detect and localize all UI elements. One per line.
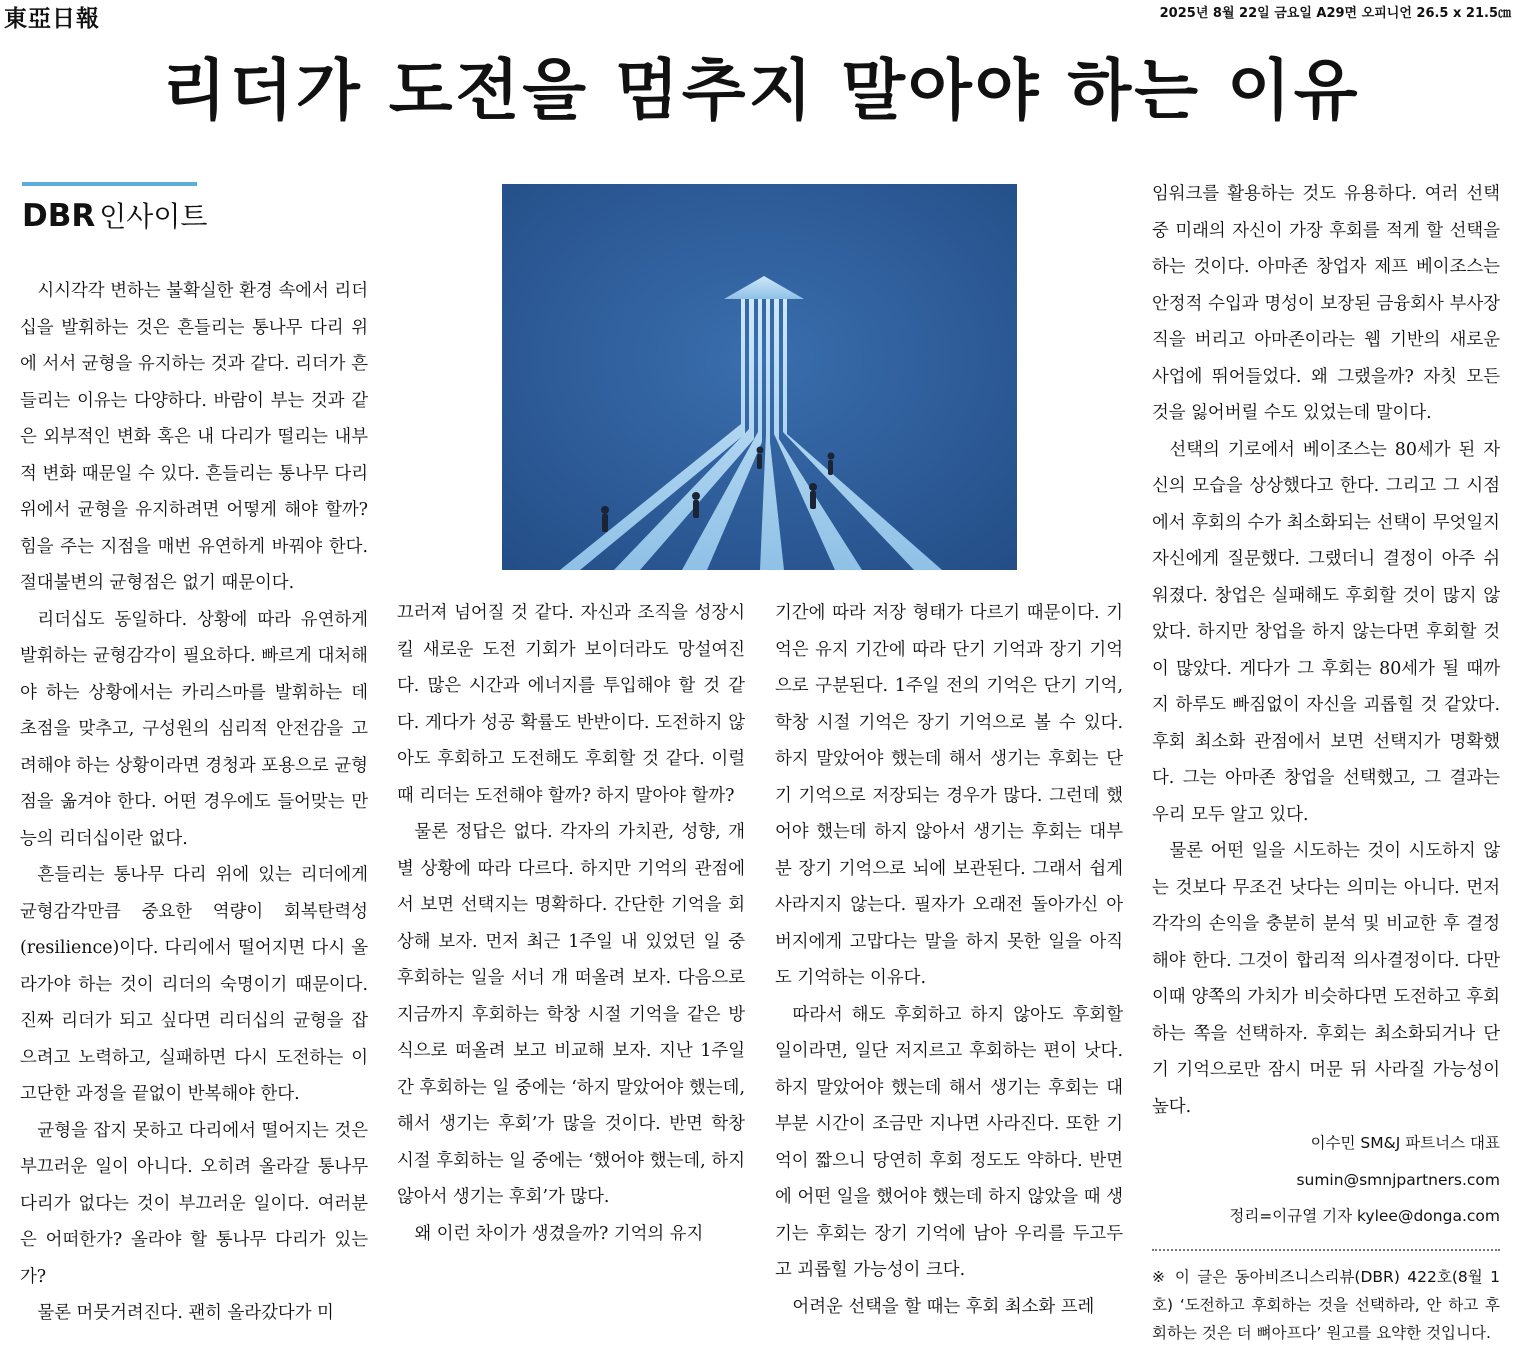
kicker-label: 인사이트 xyxy=(99,200,208,233)
paragraph: 선택의 기로에서 베이조스는 80세가 된 자신의 모습을 상상했다고 한다. 그리고 그 시점에서 후회의 수가 최소화되는 선택이 무엇일지 자신에게 질문했다. 그랬더니 결정이 아주 쉬워졌다. 창업은 실패해도 후회할 것이 많지 않았다. 하지만 창업을 하지 않는다면 후회할 것이 많았다. 게다가 그 후회는 80세가 될 때까지 하루도 빠짐없이 자신을 괴롭힐 것 같았다. 후회 최소화 관점에서 보면 선택지가 명확했다. 그는 아마존 창업을 선택했고, 그 결과는 우리 모두 알고 있다. xyxy=(1152,439,1500,825)
paragraph: 끄러져 넘어질 것 같다. 자신과 조직을 성장시킬 새로운 도전 기회가 보이더라도 망설여진다. 많은 시간과 에너지를 투입해야 할 것 같다. 게다가 성공 확률도 반반이다. 도전하지 않아도 후회하고 도전해도 후회할 것 같다. 이럴 때 리더는 도전해야 할까? 하지 말아야 할까? xyxy=(397,603,745,806)
paragraph: 기간에 따라 저장 형태가 다르기 때문이다. 기억은 유지 기간에 따라 단기 기억과 장기 기억으로 구분된다. 1주일 전의 기억은 단기 기억, 학창 시절 기억은 장기 기억으로 볼 수 있다. 하지 말았어야 했는데 해서 생기는 후회는 단기 기억으로 저장되는 경우가 많다. 그런데 했어야 했는데 하지 않아서 생기는 후회는 대부분 장기 기억으로 뇌에 보관된다. 그래서 쉽게 사라지지 않는다. 필자가 오래전 돌아가신 아버지에게 고맙다는 말을 하지 못한 일을 아직도 기억하는 이유다. xyxy=(775,603,1123,988)
person-icon xyxy=(601,506,609,532)
paragraph: 물론 어떤 일을 시도하는 것이 시도하지 않는 것보다 무조건 낫다는 의미는 아니다. 먼저 각각의 손익을 충분히 분석 및 비교한 후 결정해야 한다. 그것이 합리적 의사결정이다. 다만 이때 양쪽의 가치가 비슷하다면 도전하고 후회하는 쪽을 선택하자. 후회는 최소화되거나 단기 기억으로만 잠시 머문 뒤 사라질 가능성이 높다. xyxy=(1152,841,1500,1117)
paragraph: 리더십도 동일하다. 상황에 따라 유연하게 발휘하는 균형감각이 필요하다. 빠르게 대처해야 하는 상황에서는 카리스마를 발휘하는 데 초점을 맞추고, 구성원의 심리적 안전감을 고려해야 하는 상황이라면 경청과 포용으로 균형점을 옮겨야 한다. 어떤 경우에도 들어맞는 만능의 리더십이란 없다. xyxy=(20,609,368,849)
person-icon xyxy=(692,492,700,518)
article-column-3 xyxy=(775,595,1123,1325)
kicker xyxy=(22,196,207,237)
dateline: 2025년 8월 22일 금요일 A29면 오피니언 26.5 x 21.5㎝ xyxy=(1159,6,1511,21)
paragraph: 물론 머뭇거려진다. 괜히 올라갔다가 미 xyxy=(37,1303,334,1323)
person-icon xyxy=(809,483,817,509)
arrow-illustration xyxy=(502,184,1017,570)
paragraph: 물론 정답은 없다. 각자의 가치관, 성향, 개별 상황에 따라 다르다. 하지만 기억의 관점에서 보면 선택지는 명확하다. 간단한 기억을 회상해 보자. 먼저 최근 1주일 내 있었던 일 중 후회하는 일을 서너 개 떠올려 보자. 다음으로 지금까지 후회하는 학창 시절 기억을 같은 방식으로 떠올려 보고 비교해 보자. 지난 1주일간 후회하는 일 중에는 ‘하지 말았어야 했는데, 해서 생기는 후회’가 많을 것이다. 반면 학창 시절 후회하는 일 중에는 ‘했어야 했는데, 하지 않아서 생기는 후회’가 많다. xyxy=(397,822,745,1207)
editor-credit: 정리=이규열 기자 kylee@donga.com xyxy=(1229,1207,1500,1225)
paragraph: 시시각각 변하는 불확실한 환경 속에서 리더십을 발휘하는 것은 흔들리는 통나무 다리 위에 서서 균형을 유지하는 것과 같다. 리더가 흔들리는 이유는 다양하다. 바람이 부는 것과 같은 외부적인 변화 혹은 내 다리가 떨리는 내부적 변화 때문일 수 있다. 흔들리는 통나무 다리 위에서 균형을 유지하려면 어떻게 해야 할까? 힘을 주는 지점을 매번 유연하게 바꿔야 한다. 절대불변의 균형점은 없기 때문이다. xyxy=(20,281,368,593)
dotted-divider xyxy=(1152,1249,1500,1251)
author-email: sumin@smnjpartners.com xyxy=(1296,1170,1500,1189)
paragraph: 균형을 잡지 못하고 다리에서 떨어지는 것은 부끄러운 일이 아니다. 오히려 올라갈 통나무 다리가 없다는 것이 부끄러운 일이다. 여러분은 어떠한가? 올라야 할 통나무 다리가 있는가? xyxy=(20,1120,368,1287)
author-byline: 이수민 SM&J 파트너스 대표 xyxy=(1310,1134,1500,1152)
source-footnote: ※ 이 글은 동아비즈니스리뷰(DBR) 422호(8월 1호) ‘도전하고 후회하는 것을 선택하라, 안 하고 후회하는 것은 더 뼈아프다’ 원고를 요약한 것입니다. xyxy=(1152,1267,1500,1342)
kicker-bar xyxy=(22,182,197,186)
paragraph: 따라서 해도 후회하고 하지 않아도 후회할 일이라면, 일단 저지르고 후회하는 편이 낫다. 하지 말았어야 했는데 해서 생기는 후회는 대부분 시간이 조금만 지나면 사라진다. 또한 기억이 짧으니 당연히 후회 정도도 약하다. 반면에 어떤 일을 했어야 했는데 하지 않았을 때 생기는 후회는 장기 기억에 남아 우리를 두고두고 괴롭힐 가능성이 크다. xyxy=(775,1004,1123,1280)
article-photo xyxy=(502,184,1017,570)
paragraph: 어려운 선택을 할 때는 후회 최소화 프레 xyxy=(792,1296,1095,1317)
kicker-brand: DBR xyxy=(22,198,96,234)
paragraph: 왜 이런 차이가 생겼을까? 기억의 유지 xyxy=(414,1223,704,1244)
headline: 리더가 도전을 멈추지 말아야 하는 이유 xyxy=(162,52,1361,129)
article-column-2 xyxy=(397,595,745,1252)
article-column-4 xyxy=(1152,176,1500,1347)
paragraph: 흔들리는 통나무 다리 위에 있는 리더에게 균형감각만큼 중요한 역량이 회복탄력성(resilience)이다. 다리에서 떨어지면 다시 올라가야 하는 것이 리더의 숙명이기 때문이다. 진짜 리더가 되고 싶다면 리더십의 균형을 잡으려고 노력하고, 실패하면 다시 도전하는 이 고단한 과정을 끝없이 반복해야 한다. xyxy=(20,865,368,1104)
article-column-1 xyxy=(20,273,368,1332)
masthead-logo: 東亞日報 xyxy=(4,5,100,32)
paragraph: 임워크를 활용하는 것도 유용하다. 여러 선택 중 미래의 자신이 가장 후회를 적게 할 선택을 하는 것이다. 아마존 창업자 제프 베이조스는 안정적 수입과 명성이 보장된 금융회사 부사장직을 버리고 아마존이라는 웹 기반의 새로운 사업에 뛰어들었다. 왜 그랬을까? 자칫 모든 것을 잃어버릴 수도 있었는데 말이다. xyxy=(1152,184,1500,423)
